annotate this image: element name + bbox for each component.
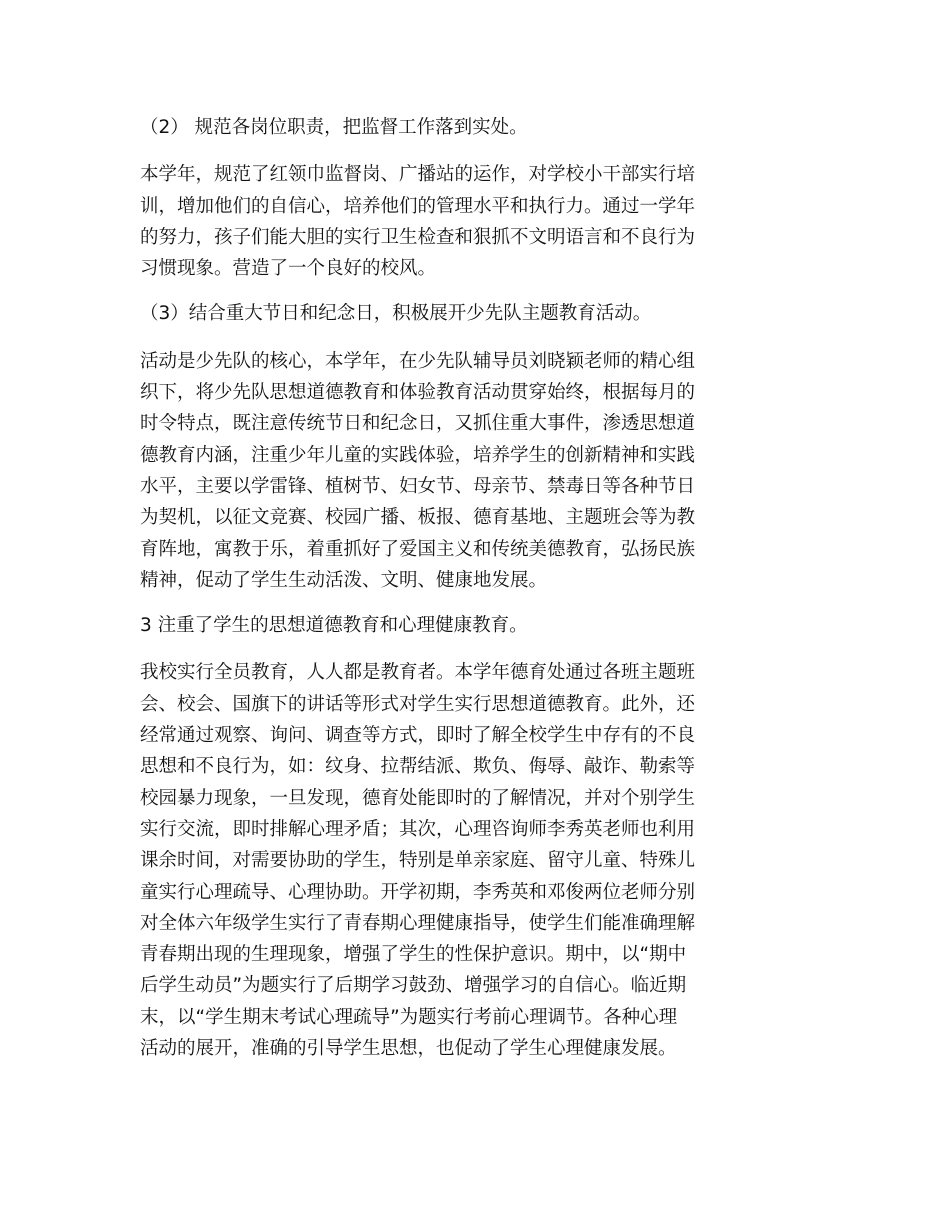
body-line: 我校实行全员教育，人人都是教育者。本学年德育处通过各班主题班	[140, 662, 696, 684]
body-line: 习惯现象。营造了一个良好的校风。	[140, 258, 437, 280]
body-line: 精神，促动了学生生动活泼、文明、健康地发展。	[140, 569, 548, 591]
section-heading-psych: 3 注重了学生的思想道德教育和心理健康教育。	[140, 615, 528, 637]
section-body-psych	[140, 657, 752, 1064]
body-line: 童实行心理疏导、心理协助。开学初期，李秀英和邓俊两位老师分别	[140, 881, 696, 903]
body-line: 后学生动员”为题实行了后期学习鼓劲、增强学习的自信心。临近期	[140, 975, 687, 997]
body-line: 织下，将少先队思想道德教育和体验教育活动贯穿始终，根据每月的	[140, 382, 696, 404]
body-line: 育阵地，寓教于乐，着重抓好了爱国主义和传统美德教育，弘扬民族	[140, 538, 696, 560]
body-line: 活动的展开，准确的引导学生思想，也促动了学生心理健康发展。	[140, 1038, 677, 1060]
body-line: 经常通过观察、询问、调查等方式，即时了解全校学生中存有的不良	[140, 725, 696, 747]
body-line: 训，增加他们的自信心，培养他们的管理水平和执行力。通过一学年	[140, 195, 696, 217]
body-line: 末，以“学生期末考试心理疏导”为题实行考前心理调节。各种心理	[140, 1006, 678, 1028]
body-line: 会、校会、国旗下的讲话等形式对学生实行思想道德教育。此外，还	[140, 693, 696, 715]
document-page	[140, 112, 752, 1078]
body-line: 德教育内涵，注重少年儿童的实践体验，培养学生的创新精神和实践	[140, 444, 696, 466]
body-line: 对全体六年级学生实行了青春期心理健康指导，使学生们能准确理解	[140, 912, 696, 934]
body-line: 活动是少先队的核心，本学年，在少先队辅导员刘晓颖老师的精心组	[140, 350, 696, 372]
body-line: 水平，主要以学雷锋、植树节、妇女节、母亲节、禁毒日等各种节日	[140, 475, 696, 497]
body-line: 时令特点，既注意传统节日和纪念日，又抓住重大事件，渗透思想道	[140, 413, 696, 435]
body-line: 思想和不良行为，如：纹身、拉帮结派、欺负、侮辱、敲诈、勒索等	[140, 756, 696, 778]
body-line: 校园暴力现象，一旦发现，德育处能即时的了解情况，并对个别学生	[140, 787, 696, 809]
section-body-3	[140, 346, 752, 596]
body-line: 实行交流，即时排解心理矛盾；其次，心理咨询师李秀英老师也利用	[140, 818, 696, 840]
section-body-2	[140, 159, 752, 284]
body-line: 的努力，孩子们能大胆的实行卫生检查和狠抓不文明语言和不良行为	[140, 226, 696, 248]
section-heading-2: （2） 规范各岗位职责，把监督工作落到实处。	[140, 117, 528, 138]
body-line: 课余时间，对需要协助的学生，特别是单亲家庭、留守儿童、特殊儿	[140, 850, 696, 872]
body-line: 本学年，规范了红领巾监督岗、广播站的运作，对学校小干部实行培	[140, 164, 696, 186]
body-line: 为契机，以征文竞赛、校园广播、板报、德育基地、主题班会等为教	[140, 507, 696, 529]
body-line: 青春期出现的生理现象，增强了学生的性保护意识。期中，以“期中	[140, 944, 687, 966]
section-heading-3: （3）结合重大节日和纪念日，积极展开少先队主题教育活动。	[140, 303, 652, 325]
